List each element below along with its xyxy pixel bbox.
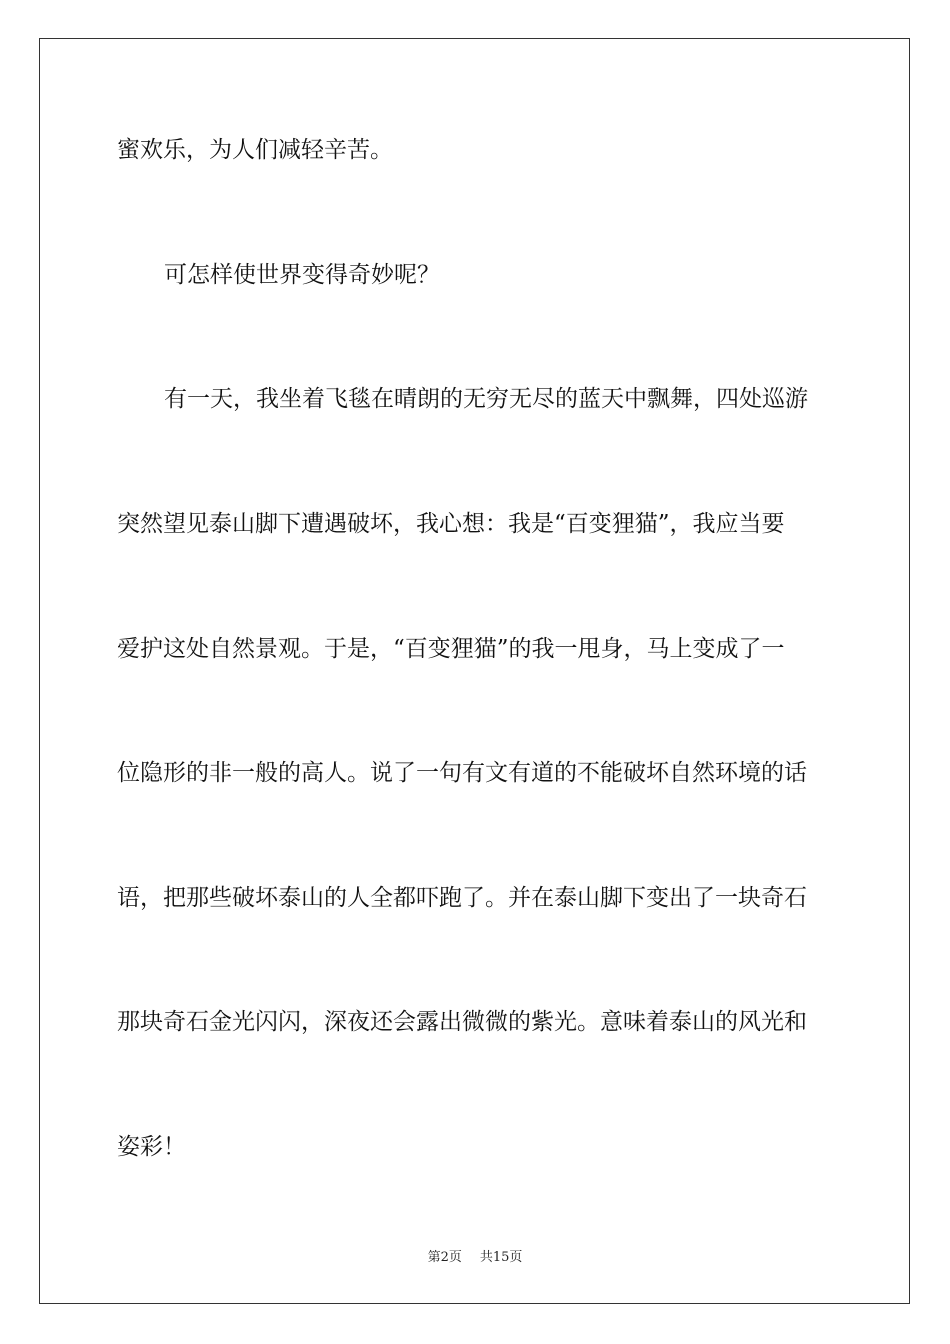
text-line-2: 可怎样使世界变得奇妙呢？ [164,262,440,288]
page-total: 共15页 [479,1250,523,1265]
text-line-4: 突然望见泰山脚下遭遇破坏，我心想：我是“百变狸猫”，我应当要 [117,511,785,537]
text-line-3: 有一天，我坐着飞毯在晴朗的无穷无尽的蓝天中飘舞，四处巡游 [164,386,808,412]
text-line-8: 那块奇石金光闪闪，深夜还会露出微微的紫光。意味着泰山的风光和 [117,1009,807,1035]
page-border [39,38,910,1304]
text-line-1: 蜜欢乐，为人们减轻辛苦。 [117,137,393,163]
page-number: 第2页 [427,1250,462,1265]
page-footer [0,1246,950,1265]
text-line-9: 姿彩！ [117,1134,186,1160]
text-line-7: 语，把那些破坏泰山的人全都吓跑了。并在泰山脚下变出了一块奇石 [117,885,807,911]
text-line-6: 位隐形的非一般的高人。说了一句有文有道的不能破坏自然环境的话 [117,760,807,786]
text-line-5: 爱护这处自然景观。于是，“百变狸猫”的我一甩身，马上变成了一 [117,636,785,662]
